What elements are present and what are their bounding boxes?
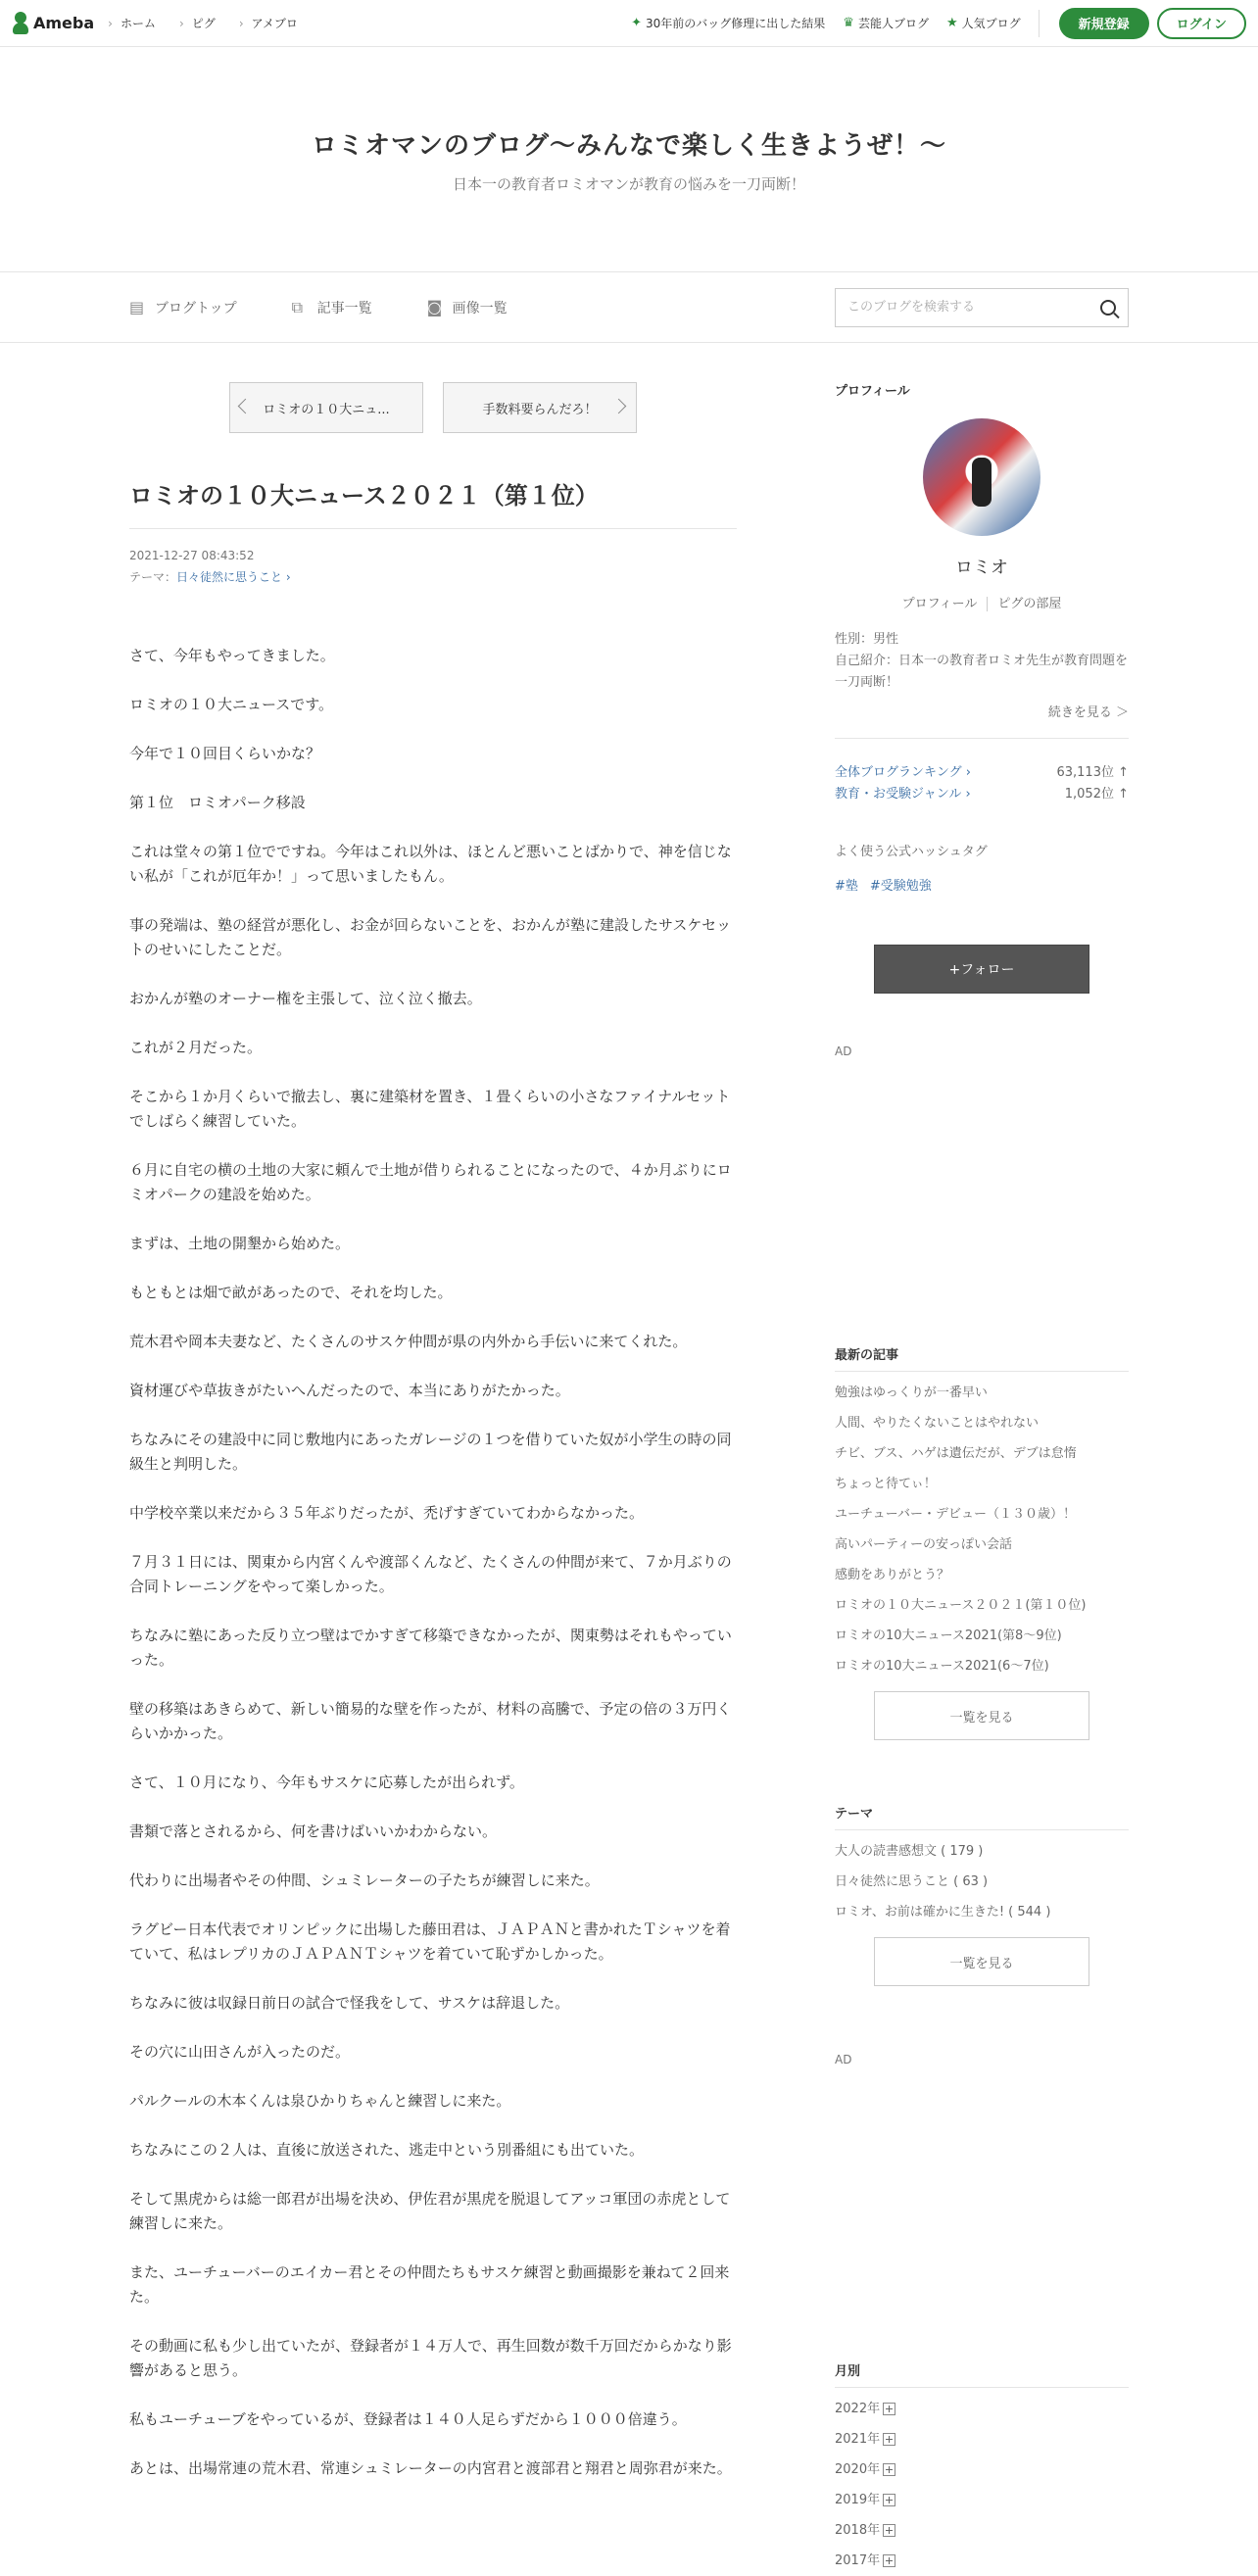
recent-articles: [835, 1344, 1129, 1740]
hashtags: [835, 875, 1129, 894]
recent-article-link[interactable]: 人間、やりたくないことはやれない: [835, 1416, 1040, 1431]
month-label: 2018年: [835, 2523, 881, 2538]
image-list-link[interactable]: [427, 298, 508, 317]
image-list-label: 画像一覧: [452, 300, 508, 316]
article-paragraph: ７月３１日には、関東から内宮くんや渡部くんなど、たくさんの仲間が来て、７か月ぶりの合同トレーニングをやって楽しかった。: [129, 1553, 732, 1595]
hashtag-exam[interactable]: #受験勉強: [869, 879, 932, 894]
article-paragraph: 私もユーチューブをやっているが、登録者は１４０人足らずだから１０００倍違う。: [129, 2410, 687, 2428]
next-article-button[interactable]: 手数料要らんだろ！: [443, 382, 637, 433]
theme-see-all-button[interactable]: 一覧を見る: [874, 1937, 1089, 1986]
star-icon: ★: [945, 16, 958, 30]
recent-list: [835, 1378, 1129, 1681]
login-button[interactable]: ログイン: [1157, 8, 1246, 39]
recent-article-link[interactable]: ロミオの10大ニュース2021(第8～9位): [835, 1628, 1062, 1643]
article-paragraph: ちなみにこの２人は、直後に放送された、逃走中という別番組にも出ていた。: [129, 2141, 645, 2159]
article-theme: [129, 568, 737, 585]
recent-article-link[interactable]: チビ、ブス、ハゲは遺伝だが、デブは怠惰: [835, 1446, 1077, 1461]
blog-title[interactable]: ロミオマンのブログ～みんなで楽しく生きようぜ！～: [311, 130, 946, 161]
profile-intro: 自己紹介：日本一の教育者ロミオ先生が教育問題を一刀両断！: [835, 654, 1129, 690]
blog-search: [835, 288, 1129, 327]
rank-overall: [835, 762, 1129, 784]
theme-link-item[interactable]: ロミオ、お前は確かに生きた! ( 544 ): [835, 1905, 1051, 1920]
recent-heading: 最新の記事: [835, 1344, 1129, 1372]
article-paragraph: その穴に山田さんが入ったのだ。: [129, 2043, 351, 2061]
article-list-label: 記事一覧: [316, 300, 372, 316]
rank-overall-label: 全体ブログランキング: [835, 765, 962, 780]
article-paragraph: また、ユーチューバーのエイカー君とその仲間たちもサスケ練習と動画撮影を兼ねて２回来た。: [129, 2263, 730, 2306]
nav-ameblo[interactable]: › アメブロ: [239, 15, 298, 31]
blog-nav: [0, 272, 1258, 343]
article-body: [129, 644, 737, 2481]
theme-heading: テーマ: [835, 1803, 1129, 1830]
content-wrap: [0, 343, 1258, 2576]
article-list-link[interactable]: [292, 298, 372, 317]
article-title: ロミオの１０大ニュース２０２１（第１位）: [129, 476, 737, 529]
expand-plus-icon[interactable]: [883, 2494, 895, 2506]
global-header: [0, 0, 1258, 47]
article-paragraph: さて、今年もやってきました。: [129, 647, 335, 664]
monthly-archive: [835, 2360, 1129, 2576]
hashtag-juku[interactable]: #塾: [835, 879, 858, 894]
article-paragraph: そして黒虎からは総一郎君が出場を決め、伊佐君が黒虎を脱退してアッコ軍団の赤虎として練習しに来た。: [129, 2190, 731, 2232]
divider: [1039, 10, 1040, 37]
profile-more-link[interactable]: 続きを見る ＞: [835, 702, 1129, 739]
recent-article-link[interactable]: 感動をありがとう？: [835, 1568, 950, 1582]
article-paragraph: これが２月だった。: [129, 1039, 263, 1056]
article-paragraph: これは堂々の第１位でですね。今年はこれ以外は、ほとんど悪いことばかりで、神を信じない私が「これが厄年か！」って思いましたもん。: [129, 843, 732, 885]
month-label: 2017年: [835, 2553, 881, 2568]
avatar[interactable]: [923, 418, 1040, 536]
expand-plus-icon[interactable]: [883, 2524, 895, 2537]
logo-text: Ameba: [33, 14, 95, 32]
theme-section: [835, 1803, 1129, 1986]
article-paragraph: さて、１０月になり、今年もサスケに応募したが出られず。: [129, 1774, 524, 1791]
global-right: [631, 8, 1246, 39]
article-paragraph: 事の発端は、塾の経営が悪化し、お金が回らないことを、おかんが塾に建設したサスケセットのせいにしたことだ。: [129, 916, 732, 958]
month-item[interactable]: [835, 2546, 1129, 2576]
article-paragraph: 荒木君や岡本夫妻など、たくさんのサスケ仲間が県の内外から手伝いに来てくれた。: [129, 1333, 688, 1350]
profile-link[interactable]: プロフィール: [901, 597, 978, 611]
register-button[interactable]: 新規登録: [1059, 8, 1149, 39]
link-trending[interactable]: [631, 15, 825, 31]
article-paragraph: ちなみに彼は収録日前日の試合で怪我をして、サスケは辞退した。: [129, 1994, 570, 2012]
article-paragraph: 代わりに出場者やその仲間、シュミレーターの子たちが練習しに来た。: [129, 1871, 600, 1889]
theme-link-item[interactable]: 日々徒然に思うこと ( 63 ): [835, 1874, 989, 1889]
rank-overall-value: 63,113位 ↑: [1056, 765, 1129, 780]
theme-link[interactable]: 日々徒然に思うこと ›: [176, 570, 291, 584]
link-popular-label: 人気ブログ: [961, 17, 1021, 30]
month-list: [835, 2394, 1129, 2576]
article-paragraph: パルクールの木本くんは泉ひかりちゃんと練習しに来た。: [129, 2092, 511, 2110]
article-paragraph: ちなみにその建設中に同じ敷地内にあったガレージの１つを借りていた奴が小学生の時の同級生と判明した。: [129, 1431, 732, 1473]
follow-button[interactable]: +フォロー: [874, 945, 1089, 994]
month-label: 2019年: [835, 2493, 881, 2507]
article-paragraph: ロミオの１０大ニュースです。: [129, 696, 334, 713]
recent-article-link[interactable]: ロミオの１０大ニュース２０２１(第１０位): [835, 1598, 1087, 1613]
article-paragraph: 中学校卒業以来だから３５年ぶりだったが、禿げすぎていてわからなかった。: [129, 1504, 645, 1522]
search-icon[interactable]: [1100, 300, 1116, 316]
rank-genre-value: 1,052位 ↑: [1064, 787, 1129, 802]
rank-overall-link[interactable]: 全体ブログランキング ›: [835, 765, 971, 780]
profile-info: [835, 629, 1129, 694]
theme-link-item[interactable]: 大人の読書感想文 ( 179 ): [835, 1844, 984, 1859]
nav-home[interactable]: › ホーム: [108, 15, 156, 31]
sidebar: [835, 343, 1129, 2576]
article-paragraph: その動画に私も少し出ていたが、登録者が１４万人で、再生回数が数千万回だからかなり影響があると思う。: [129, 2337, 732, 2379]
expand-plus-icon[interactable]: [883, 2554, 895, 2567]
rank-genre-label: 教育・お受験ジャンル: [835, 787, 962, 802]
prev-article-button[interactable]: ロミオの１０大ニュ...: [229, 382, 423, 433]
article-paragraph: もともとは畑で畝があったので、それを均した。: [129, 1284, 453, 1301]
expand-plus-icon[interactable]: [883, 2433, 895, 2446]
crown-icon: ♛: [843, 16, 854, 30]
copy-icon: ⧉: [291, 297, 304, 316]
month-heading: 月別: [835, 2360, 1129, 2388]
month-label: 2022年: [835, 2402, 881, 2416]
month-item[interactable]: [835, 2515, 1129, 2546]
month-label: 2021年: [835, 2432, 881, 2447]
search-input[interactable]: [847, 300, 1100, 315]
article-main: [129, 343, 737, 2576]
article-paragraph: 今年で１０回目くらいかな？: [129, 745, 321, 762]
month-item[interactable]: [835, 2424, 1129, 2454]
blog-top-label: ブログトップ: [155, 300, 237, 316]
article-paragraph: ６月に自宅の横の土地の大家に頼んで土地が借りられることになったので、４か月ぶりにロミオパークの建設を始めた。: [129, 1161, 732, 1203]
month-item[interactable]: [835, 2454, 1129, 2485]
recent-article-link[interactable]: 勉強はゆっくりが一番早い: [835, 1385, 988, 1400]
article-paragraph: ちなみに塾にあった反り立つ壁はでかすぎて移築できなかったが、関東勢はそれもやっていった。: [129, 1627, 732, 1669]
profile-gender: 性別：男性: [835, 632, 899, 647]
blog-top-link[interactable]: [129, 298, 237, 317]
profile-links: [835, 593, 1129, 611]
link-celebrity-blog[interactable]: [843, 15, 929, 31]
nav-pigg[interactable]: › ピグ: [179, 15, 216, 31]
global-nav: [108, 15, 298, 31]
month-item[interactable]: [835, 2485, 1129, 2515]
sparkle-icon: ✦: [631, 16, 642, 30]
expand-plus-icon[interactable]: [883, 2463, 895, 2476]
ameba-logo-icon: [12, 12, 29, 35]
camera-icon: ◙: [426, 297, 443, 316]
profile-name[interactable]: ロミオ: [955, 558, 1008, 578]
month-label: 2020年: [835, 2462, 881, 2477]
ranking: [835, 762, 1129, 805]
profile-heading: プロフィール: [835, 384, 910, 399]
expand-plus-icon[interactable]: [883, 2403, 895, 2415]
article-pager: [129, 382, 737, 433]
article-paragraph: ラグビー日本代表でオリンピックに出場した藤田君は、ＪＡＰＡＮと書かれたＴシャツを着ていて、私はレプリカのＪＡＰＡＮＴシャツを着ていて恥ずかしかった。: [129, 1920, 731, 1963]
article-paragraph: あとは、出場常連の荒木君、常連シュミレーターの内宮君と渡部君と翔君と周弥君が来た。: [129, 2459, 732, 2477]
recent-see-all-button[interactable]: 一覧を見る: [874, 1691, 1089, 1740]
theme-list: [835, 1836, 1129, 1927]
link-trending-label: 30年前のバッグ修理に出した結果: [646, 17, 826, 30]
hashtag-heading: よく使う公式ハッシュタグ: [835, 845, 988, 859]
theme-label: テーマ：: [129, 570, 177, 584]
recent-article-link[interactable]: ユーチューバー・デビュー（１３０歳）！: [835, 1507, 1076, 1522]
blog-header: [0, 47, 1258, 272]
ameba-logo[interactable]: [12, 12, 94, 35]
article-paragraph: 資材運びや草抜きがたいへんだったので、本当にありがたかった。: [129, 1382, 570, 1399]
blog-description: 日本一の教育者ロミオマンが教育の悩みを一刀両断！: [452, 174, 805, 193]
link-celebrity-label: 芸能人ブログ: [857, 17, 929, 30]
theme-link-label: 日々徒然に思うこと: [176, 570, 283, 584]
month-item[interactable]: [835, 2394, 1129, 2424]
article-date: 2021-12-27 08:43:52: [129, 549, 255, 562]
article-paragraph: 壁の移築はあきらめて、新しい簡易的な壁を作ったが、材料の高騰で、予定の倍の３万円くらいかかった。: [129, 1700, 732, 1742]
rank-genre-link[interactable]: 教育・お受験ジャンル ›: [835, 787, 971, 802]
recent-article-link[interactable]: ちょっと待てぃ！: [835, 1477, 937, 1491]
article-paragraph: まずは、土地の開墾から始めた。: [129, 1235, 351, 1252]
ad-label: AD: [835, 1045, 852, 1058]
rank-genre: [835, 784, 1129, 805]
ad-label-2: AD: [835, 2053, 852, 2066]
link-popular-blog[interactable]: [946, 15, 1021, 31]
article-paragraph: そこから１か月くらいで撤去し、裏に建築材を置き、１畳くらいの小さなファイナルセットでしばらく練習していた。: [129, 1088, 731, 1130]
article-paragraph: 書類で落とされるから、何を書けばいいかわからない。: [129, 1823, 498, 1840]
recent-article-link[interactable]: ロミオの10大ニュース2021(6～7位): [835, 1659, 1049, 1674]
article-paragraph: おかんが塾のオーナー権を主張して、泣く泣く撤去。: [129, 990, 482, 1007]
recent-article-link[interactable]: 高いパーティーの安っぽい会話: [835, 1537, 1012, 1552]
pigg-room-link[interactable]: ピグの部屋: [987, 597, 1061, 611]
document-icon: ▤: [129, 297, 145, 316]
article-paragraph: 第１位 ロミオパーク移設: [129, 794, 306, 811]
